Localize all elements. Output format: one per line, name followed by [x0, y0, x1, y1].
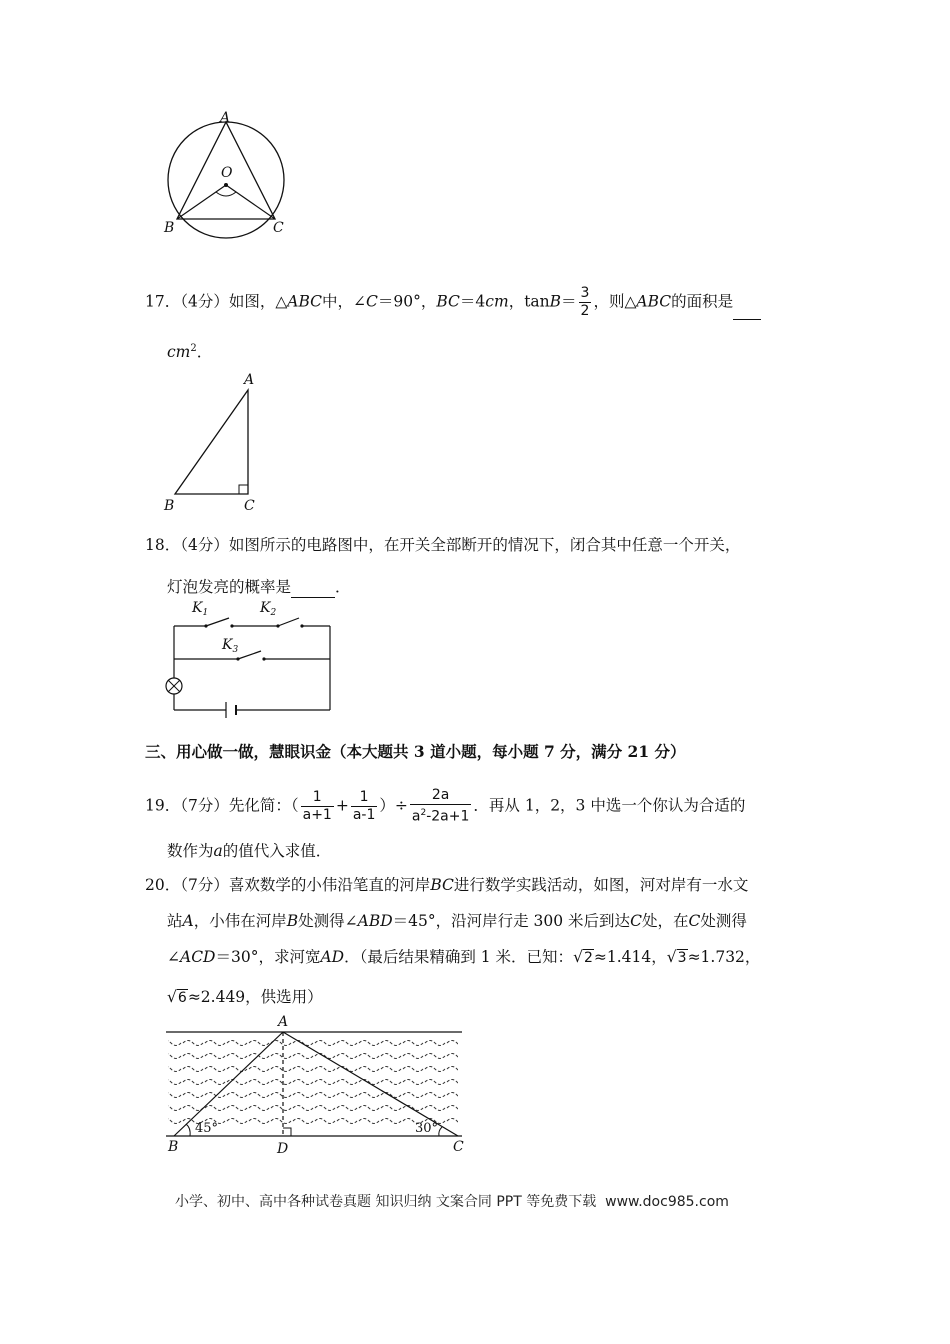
label-b: B	[164, 498, 175, 514]
sqrt-6: √6	[167, 988, 187, 1006]
circuit-figure	[158, 598, 338, 723]
q20-line2: 站A，小伟在河岸B处测得∠ABD＝45°，沿河岸行走 300 米后到达C处，在C处测得	[167, 912, 747, 930]
label-a: A	[220, 110, 231, 126]
q19-line2: 数作为a的值代入求值．	[167, 842, 332, 860]
label-b: B	[164, 220, 175, 236]
circle-triangle-figure	[155, 110, 295, 240]
label-k1: $K_1$	[192, 600, 209, 618]
label-c: C	[453, 1139, 464, 1155]
label-c: C	[273, 220, 284, 236]
label-a: A	[244, 372, 255, 388]
q17-line2: $cm^2$．	[167, 343, 213, 362]
label-k3: $K_3$	[222, 637, 239, 655]
sqrt-2: √2	[573, 948, 593, 966]
label-b: B	[168, 1139, 179, 1155]
answer-blank-18	[291, 581, 335, 598]
sqrt-3: √3	[666, 948, 687, 966]
label-o: O	[221, 165, 233, 181]
river-figure	[160, 1010, 480, 1160]
label-c: C	[244, 498, 255, 514]
angle-45-label: 45°	[195, 1121, 219, 1136]
q18-line2: 灯泡发亮的概率是 ．	[167, 578, 351, 596]
footer-url[interactable]: www.doc985.com	[605, 1194, 729, 1210]
q18-line1: 18．（4分）如图所示的电路图中，在开关全部断开的情况下，闭合其中任意一个开关，	[145, 536, 741, 554]
answer-blank-17	[733, 303, 761, 320]
angle-30-label: 30°	[415, 1121, 439, 1136]
label-k2: $K_2$	[260, 600, 277, 618]
label-d: D	[277, 1141, 289, 1157]
footer-text: 小学、初中、高中各种试卷真题 知识归纳 文案合同 PPT 等免费下载	[175, 1194, 597, 1210]
section3-title: 三、用心做一做，慧眼识金（本大题共 3 道小题，每小题 7 分，满分 21 分）	[145, 742, 686, 761]
q20-line4: √6≈2.449，供选用）	[167, 988, 323, 1006]
q20-line1: 20．（7分）喜欢数学的小伟沿笔直的河岸BC进行数学实践活动，如图，河对岸有一水文	[145, 876, 749, 894]
footer	[175, 1191, 729, 1211]
q19-line1: 19．（7分）先化简：（ $\frac{1}{a+1}$ + $\frac{1}{a-1}$ ）÷ $\frac{2a}{a^2-2a+1}$ ．再从 1，2，3 中选一个你认为合适的	[145, 787, 746, 825]
q20-line3: ∠ACD＝30°，求河宽AD．（最后结果精确到 1 米．已知：√2≈1.414，√3≈1.732，	[167, 948, 761, 966]
q17-line1: 17．（4分）如图，△ABC中，∠C＝90°，BC＝4cm，tanB＝ $\frac{3}{2}$ ，则△ABC的面积是	[145, 285, 761, 320]
fraction-1: $\frac{1}{a+1}$	[302, 788, 332, 823]
tanb-fraction: $\frac{3}{2}$	[580, 285, 590, 319]
fraction-2: $\frac{1}{a-1}$	[352, 788, 376, 823]
right-triangle-figure	[155, 368, 275, 516]
label-a: A	[278, 1014, 289, 1030]
fraction-3: $\frac{2a}{a^2-2a+1}$	[411, 787, 470, 825]
